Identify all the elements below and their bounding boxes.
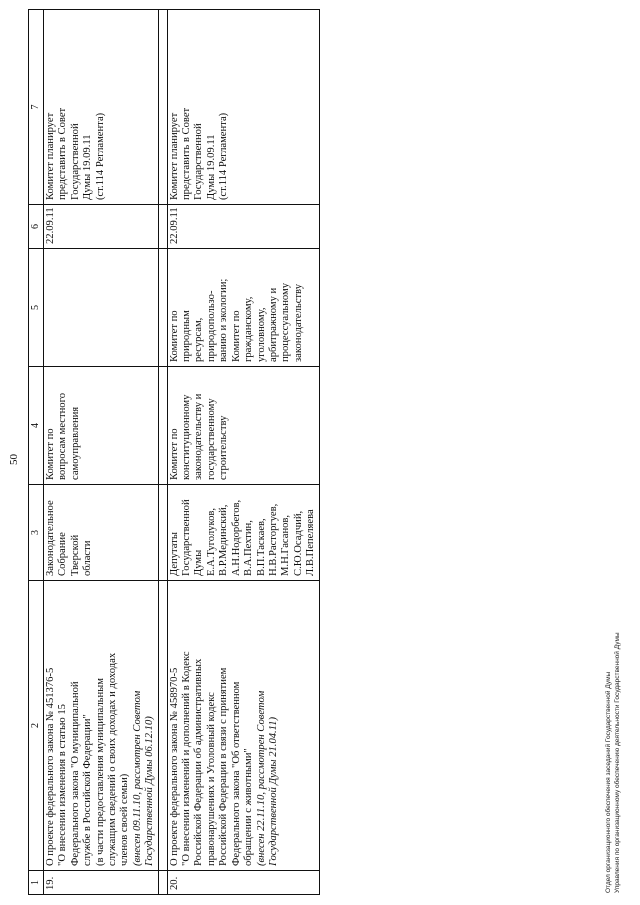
initiator-line: Н.В.Расторгуев, [267,503,279,576]
initiator-line: В.А.Пехтин, [243,520,255,576]
bill-note-line: Государственной Думы 06.12.10) [144,716,156,866]
row-number: 20. [167,871,319,895]
co-executor-line: ресурсам, [193,317,205,362]
co-executor-line: Комитет по [168,310,180,362]
bill-line: обращении с животными" [243,748,255,866]
initiator-line: Депутаты [168,532,180,576]
footer-line: Отдел организационного обеспечения заседаний Государственной Думы [605,671,612,893]
bill-title-cell [44,581,159,871]
bill-line: Федерального закона "Об ответственном [230,681,242,866]
initiator-line: Е.А.Туголуков, [205,507,217,576]
note-line: Думы 19.09.11 [82,134,94,200]
column-header: 7 [29,10,44,205]
note-line: Комитет планирует [45,112,56,200]
row-number: 19. [44,871,159,895]
column-header: 5 [29,249,44,367]
initiator-line: области [82,540,94,576]
co-executors-cell [167,249,319,367]
committee-line: самоуправления [69,406,81,480]
co-executor-line: законодательству [292,284,304,362]
initiator-line: А.Н.Нодорбегов, [230,499,242,576]
initiator-line: Государственной [181,499,193,576]
table-row [167,10,319,895]
date-cell: 22.09.11 [167,205,319,249]
note-cell [44,10,159,205]
column-header: 6 [29,205,44,249]
bill-line: служащим сведений о своих доходах и доходах [107,652,119,866]
bill-line: правонарушениях и Уголовный кодекс [205,692,217,866]
page-number: 50 [8,454,20,465]
bill-note-line: Государственной Думы 21.04.11) [267,716,279,866]
initiator-line: М.Н.Гасанов, [280,514,292,576]
co-executor-line: гражданскому, [243,296,255,362]
table-row [44,10,159,895]
committee-line: вопросам местного [57,393,69,480]
initiator-line: С.Ю.Осадчий, [292,510,304,576]
note-line: Комитет планирует [168,112,180,200]
committee-line: Комитет по [45,428,56,480]
bill-line: Федерального закона "О муниципальной [69,681,81,866]
co-executor-line: ванию и экологии; [218,278,230,362]
note-line: Государственной [193,123,205,200]
co-executor-line: уголовному, [255,307,267,362]
footer [604,632,622,893]
initiator-line: Собрание Тверской [57,532,81,576]
footer-line: Управления по организационному обеспечению деятельности Государственной Думы [614,632,621,893]
note-line: Думы 19.09.11 [205,134,217,200]
committee-line: Комитет по [168,428,180,480]
bill-line: службе в Российской Федерации" [82,714,94,866]
bill-title-cell [167,581,319,871]
initiator-cell [167,485,319,581]
committee-line: конституционному [181,394,193,480]
initiator-line: Законодательное [45,500,56,576]
bill-note-line: (внесен 22.11.10, рассмотрен Советом [255,690,267,866]
co-executor-line: арбитражному и [267,287,279,362]
co-executor-line: природопользо- [205,290,217,362]
note-line: (ст.114 Регламента) [94,112,106,200]
co-executor-line: Комитет по [230,310,242,362]
bill-line: Российской Федерации в связи с принятием [218,667,230,866]
note-line: (ст.114 Регламента) [218,112,230,200]
committee-cell [44,367,159,485]
note-line: представить в Совет [57,107,69,200]
bill-line: "О внесении изменений и дополнений в Кодекс [181,651,193,866]
bill-line: "О внесении изменения в статью 15 [57,704,69,866]
initiator-line: В.Р.Мединский, [218,504,230,576]
committee-line: строительству [218,415,230,480]
committee-cell [167,367,319,485]
committee-line: законодательству и [193,393,205,480]
co-executors-cell [44,249,159,367]
date-cell: 22.09.11 [44,205,159,249]
bills-table [28,9,320,895]
co-executor-line: природным [181,310,193,362]
column-header: 2 [29,581,44,871]
header-row [29,10,44,895]
bill-line: О проекте федерального закона № 458970-5 [168,667,180,866]
row-spacer [158,10,167,895]
column-header: 1 [29,871,44,895]
column-header: 4 [29,367,44,485]
column-header: 3 [29,485,44,581]
initiator-line: Думы [193,549,205,576]
note-line: представить в Совет [181,107,193,200]
initiator-line: В.П.Таскаев, [255,518,267,576]
committee-line: государственному [205,398,217,480]
bill-line: (в части предоставления муниципальным [94,678,106,866]
bill-line: членов своей семьи) [119,773,131,866]
note-cell [167,10,319,205]
bill-line: Российской Федерации об административных [193,658,205,866]
bill-note-line: (внесен 09.11.10, рассмотрен Советом [131,690,143,866]
initiator-line: Л.В.Пепеляева [305,509,317,576]
bill-line: О проекте федерального закона № 451376-5 [45,667,56,866]
note-line: Государственной [69,123,81,200]
co-executor-line: процессуальному [280,283,292,362]
initiator-cell [44,485,159,581]
